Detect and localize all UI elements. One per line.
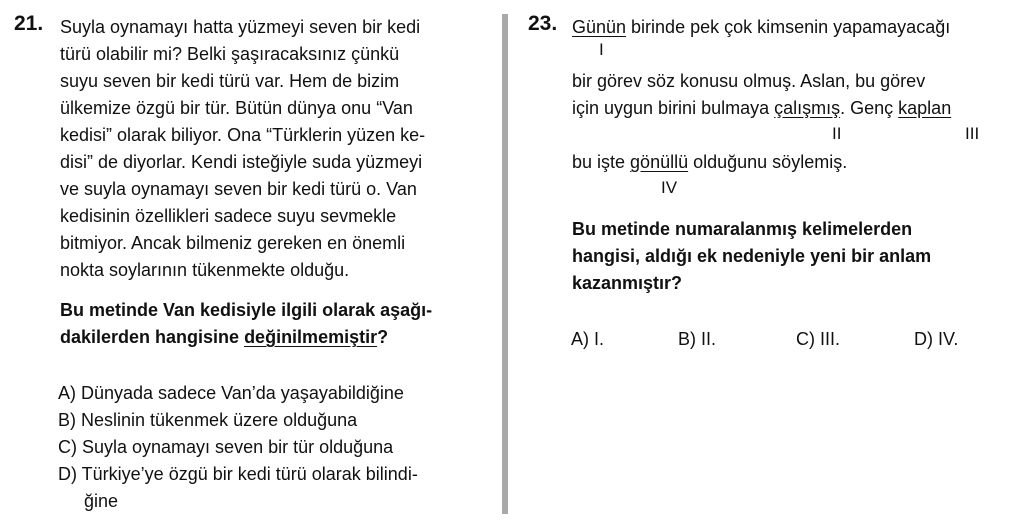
prompt-text: dakilerden hangisine bbox=[60, 327, 245, 347]
passage-line-1 bbox=[572, 16, 950, 38]
passage-text: bu işte bbox=[572, 152, 631, 172]
question-21-prompt-line2 bbox=[60, 326, 388, 348]
prompt-line: kazanmıştır? bbox=[572, 273, 683, 293]
passage-line-2: bir görev söz konusu olmuş. Aslan, bu görev bbox=[572, 71, 926, 91]
passage-line: disi” de diyorlar. Kendi isteğiyle suda yüzmeyi bbox=[60, 152, 423, 172]
column-divider bbox=[502, 14, 508, 514]
question-21-prompt-line1: Bu metinde Van kedisiyle ilgili olarak aşağı- bbox=[60, 300, 433, 320]
passage-line: nokta soylarının tükenmekte olduğu. bbox=[60, 260, 350, 280]
numbered-word-4: gönüllü bbox=[630, 152, 689, 172]
roman-marker-4: IV bbox=[661, 178, 678, 197]
passage-line: kedisinin özellikleri sadece suyu sevmekle bbox=[60, 206, 397, 226]
passage-text: birinde pek çok kimsenin yapamayacağı bbox=[626, 17, 951, 37]
passage-text: için uygun birini bulmaya bbox=[572, 98, 775, 118]
passage-line: bitmiyor. Ancak bilmeniz gereken en önemli bbox=[60, 233, 406, 253]
question-21-number: 21. bbox=[14, 12, 44, 35]
option-d[interactable]: D) IV. bbox=[914, 329, 959, 349]
passage-line: Suyla oynamayı hatta yüzmeyi seven bir kedi bbox=[60, 17, 421, 37]
passage-line-3 bbox=[572, 97, 951, 119]
passage-line: türü olabilir mi? Belki şaşıracaksınız çünkü bbox=[60, 44, 400, 64]
passage-line: suyu seven bir kedi türü var. Hem de bizim bbox=[60, 71, 400, 91]
prompt-line: hangisi, aldığı ek nedeniyle yeni bir anlam bbox=[572, 246, 932, 266]
roman-marker-2: II bbox=[832, 124, 842, 143]
option-b[interactable]: B) II. bbox=[678, 329, 717, 349]
passage-line: kedisi” olarak biliyor. Ona “Türklerin yüzen ke- bbox=[60, 125, 426, 145]
option-d[interactable]: D) Türkiye’ye özgü bir kedi türü olarak bilindi- bbox=[58, 464, 418, 484]
roman-marker-1: I bbox=[599, 40, 604, 59]
numbered-word-2: çalışmış bbox=[774, 98, 841, 118]
prompt-question-mark: ? bbox=[377, 327, 389, 347]
passage-text: olduğunu söylemiş. bbox=[688, 152, 848, 172]
option-a[interactable]: A) Dünyada sadece Van’da yaşayabildiğine bbox=[58, 383, 404, 403]
option-c[interactable]: C) Suyla oynamayı seven bir tür olduğuna bbox=[58, 437, 394, 457]
option-c[interactable]: C) III. bbox=[796, 329, 840, 349]
passage-line: ve suyla oynamayı seven bir kedi türü o. Van bbox=[60, 179, 417, 199]
numbered-word-3: kaplan bbox=[898, 98, 952, 118]
prompt-line: Bu metinde numaralanmış kelimelerden bbox=[572, 219, 913, 239]
passage-line: ülkemize özgü bir tür. Bütün dünya onu “Van bbox=[60, 98, 413, 118]
prompt-underlined-word: değinilmemiştir bbox=[244, 327, 378, 347]
option-a[interactable]: A) I. bbox=[571, 329, 605, 349]
numbered-word-1: Günün bbox=[572, 17, 627, 37]
option-d-continuation: ğine bbox=[84, 491, 119, 511]
roman-marker-3: III bbox=[965, 124, 980, 143]
passage-text: . Genç bbox=[840, 98, 899, 118]
question-23-number: 23. bbox=[528, 12, 558, 35]
passage-line-4 bbox=[572, 151, 847, 173]
option-b[interactable]: B) Neslinin tükenmek üzere olduğuna bbox=[58, 410, 358, 430]
